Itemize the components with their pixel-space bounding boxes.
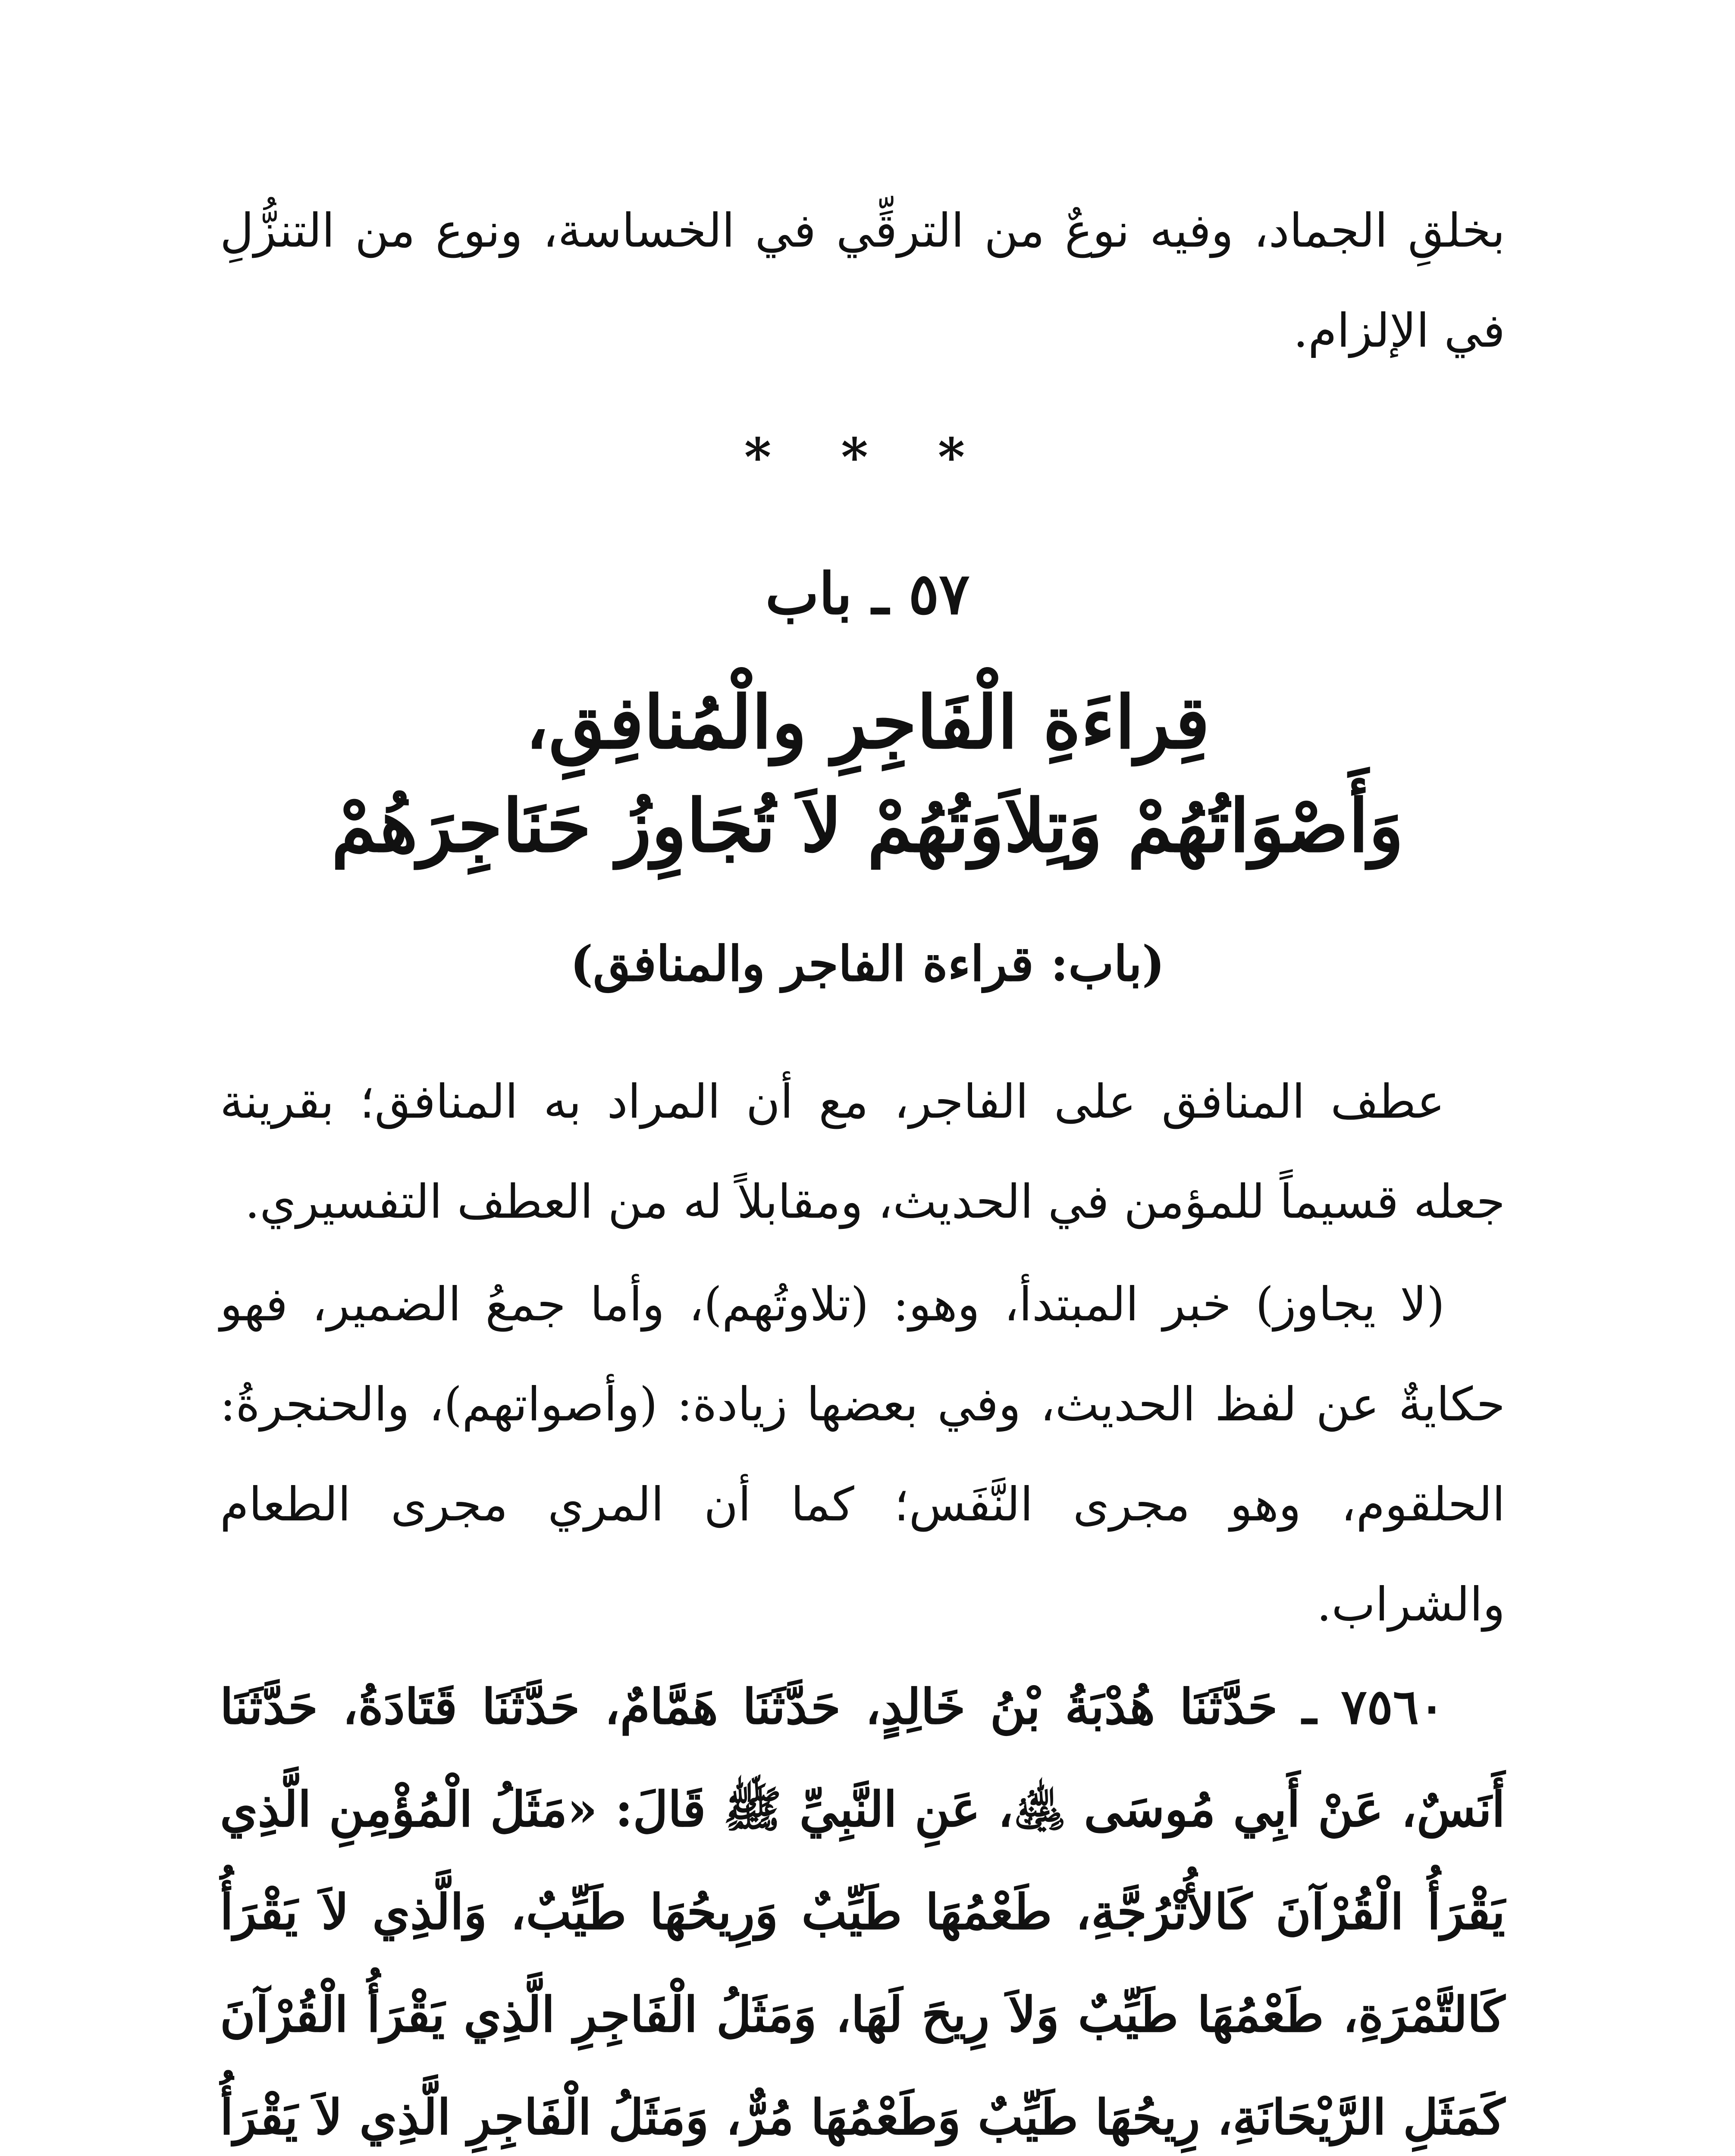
hadith-text xyxy=(220,1656,1505,2156)
commentary-paragraph-2 xyxy=(220,1255,1505,1655)
continuation-text: بخلقِ الجماد، وفيه نوعٌ من الترقِّي في الخساسة، ونوع من التنزُّلِ في الإلزام. xyxy=(220,204,1505,358)
commentary-text-1: عطف المنافق على الفاجر، مع أن المراد به المنافق؛ بقرينة جعله قسيماً للمؤمن في الحديث، ومقابلاً له من العطف التفسيري. xyxy=(220,1075,1505,1229)
chapter-title-line-2: وَأَصْوَاتُهُمْ وَتِلاَوَتُهُمْ لاَ تُجَاوِزُ حَنَاجِرَهُمْ xyxy=(331,783,1404,868)
section-separator: * * * xyxy=(744,427,991,488)
continuation-paragraph xyxy=(220,181,1505,381)
hadith-body: ٧٥٦٠ ـ حَدَّثَنَا هُدْبَةُ بْنُ خَالِدٍ، حَدَّثَنَا هَمَّامٌ، حَدَّثَنَا قَتَادَةُ، حَدَّثَنَا أَنَسٌ، عَنْ أَبِي مُوسَى ﵁، عَنِ النَّبِيِّ ﷺ قَالَ: «مَثَلُ الْمُؤْمِنِ الَّذِي يَقْرَأُ الْقُرْآنَ كَالأُتْرُجَّةِ، طَعْمُهَا طَيِّبٌ وَرِيحُهَا طَيِّبٌ، وَالَّذِي لاَ يَقْرَأُ كَالتَّمْرَةِ، طَعْمُهَا طَيِّبٌ وَلاَ رِيحَ لَهَا، وَمَثَلُ الْفَاجِرِ الَّذِي يَقْرَأُ الْقُرْآنَ كَمَثَلِ الرَّيْحَانَةِ، رِيحُهَا طَيِّبٌ وَطَعْمُهَا مُرٌّ، وَمَثَلُ الْفَاجِرِ الَّذِي لاَ يَقْرَأُ xyxy=(220,1679,1505,2146)
commentary-paragraph-1 xyxy=(220,1052,1505,1252)
chapter-title-line-1: قِراءَةِ الْفَاجِرِ والْمُنافِقِ، xyxy=(525,680,1210,765)
commentary-text-2: (لا يجاوز) خبر المبتدأ، وهو: (تلاوتُهم)، وأما جمعُ الضمير، فهو حكايةٌ عن لفظ الحديث، وفي بعضها زيادة: (وأصواتهم)، والحنجرةُ: الحلقوم، وهو مجرى النَّفَس؛ كما أن المري مجرى الطعام والشراب. xyxy=(220,1278,1505,1632)
chapter-number: ٥٧ ـ باب xyxy=(765,561,970,627)
commentary-heading: (باب: قراءة الفاجر والمنافق) xyxy=(570,936,1165,992)
